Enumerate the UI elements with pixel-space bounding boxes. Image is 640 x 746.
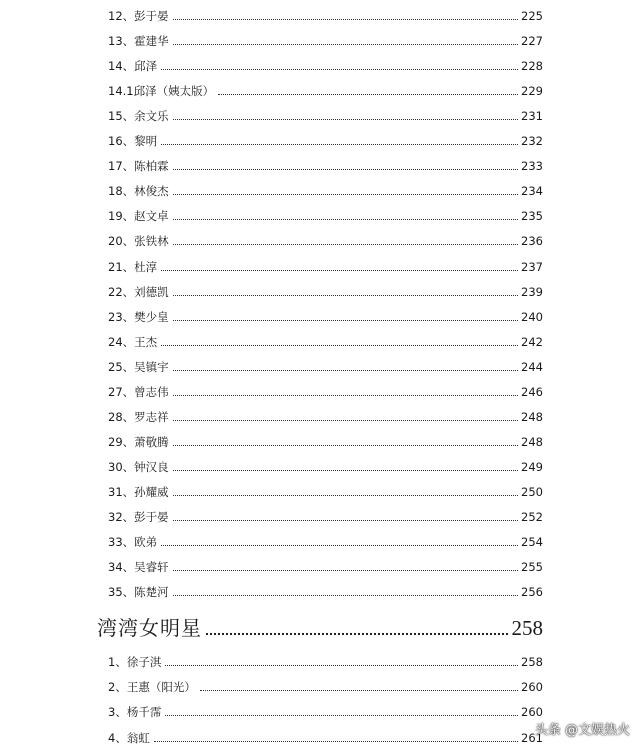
- toc-entry-page: 254: [521, 535, 543, 550]
- dot-leader: [173, 244, 518, 245]
- toc-entry-page: 260: [521, 680, 543, 695]
- watermark: [535, 719, 630, 738]
- toc-entry-page: 233: [521, 159, 543, 174]
- dot-leader: [165, 715, 518, 716]
- toc-entry-page: 246: [521, 384, 543, 399]
- dot-leader: [161, 69, 518, 70]
- section-heading-page: 258: [511, 616, 543, 640]
- toc-entry-page: 232: [521, 134, 543, 149]
- toc-entry-page: 242: [521, 334, 543, 349]
- toc-entry-label: 2、王惠（阳光）: [108, 680, 196, 695]
- toc-entry[interactable]: [108, 699, 543, 719]
- toc-entry[interactable]: [108, 203, 543, 223]
- dot-leader: [161, 270, 518, 271]
- toc-entry-page: 250: [521, 484, 543, 499]
- dot-leader: [173, 194, 518, 195]
- dot-leader: [173, 395, 518, 396]
- toc-entry-page: 248: [521, 434, 543, 449]
- dot-leader: [173, 445, 518, 446]
- toc-entry-page: 225: [521, 9, 543, 23]
- toc-entry-label: 23、樊少皇: [108, 309, 169, 324]
- dot-leader: [173, 595, 518, 596]
- toc-entry[interactable]: [108, 504, 543, 524]
- toc-entry[interactable]: [108, 279, 543, 299]
- dot-leader: [165, 665, 518, 666]
- toc-entry-page: 237: [521, 259, 543, 274]
- toc-entry[interactable]: [108, 354, 543, 374]
- toc-entry-label: 15、余文乐: [108, 109, 169, 124]
- toc-entry-page: 234: [521, 184, 543, 199]
- toc-entry-label: 17、陈柏霖: [108, 159, 169, 174]
- section-heading[interactable]: [97, 610, 543, 640]
- toc-entry-label: 12、彭于晏: [108, 9, 169, 23]
- toc-entry-label: 24、王杰: [108, 334, 158, 349]
- toc-entry-label: 19、赵文卓: [108, 209, 169, 224]
- toc-entry[interactable]: [108, 254, 543, 274]
- toc-entry[interactable]: [108, 674, 543, 694]
- toc-entry[interactable]: [108, 28, 543, 48]
- toc-entry-page: 256: [521, 585, 543, 600]
- toc-entry[interactable]: [108, 379, 543, 399]
- toc-entry-page: 228: [521, 59, 543, 74]
- toc-entry-label: 14.1邱泽（姨太版）: [108, 84, 215, 99]
- toc-entry-page: 260: [521, 705, 543, 720]
- toc-entry-page: 239: [521, 284, 543, 299]
- toc-entry-label: 13、霍建华: [108, 34, 169, 49]
- toc-entry-page: 252: [521, 510, 543, 524]
- dot-leader: [161, 144, 518, 145]
- dot-leader: [173, 219, 518, 220]
- toc-entry-label: 27、曾志伟: [108, 384, 169, 399]
- dot-leader: [161, 545, 518, 546]
- toc-entry[interactable]: [108, 3, 543, 23]
- toc-entry-label: 32、彭于晏: [108, 510, 169, 524]
- toc-entry[interactable]: [108, 429, 543, 449]
- toc-entry-page: 236: [521, 234, 543, 249]
- toc-entry-label: 34、吴睿轩: [108, 560, 169, 575]
- toc-entry-label: 29、萧敬腾: [108, 434, 169, 449]
- toc-entry[interactable]: [108, 725, 543, 745]
- toc-entry[interactable]: [108, 649, 543, 669]
- toc-entry-label: 25、吴镇宇: [108, 359, 169, 374]
- toc-entry-label: 33、欧弟: [108, 535, 158, 550]
- toc-entry[interactable]: [108, 329, 543, 349]
- dot-leader: [173, 19, 518, 20]
- dot-leader: [173, 295, 518, 296]
- toc-entry-label: 30、钟汉良: [108, 459, 169, 474]
- dot-leader: [173, 320, 518, 321]
- toc-entry[interactable]: [108, 454, 543, 474]
- toc-entry-page: 248: [521, 409, 543, 424]
- dot-leader: [200, 690, 518, 691]
- toc-entry-label: 35、陈楚河: [108, 585, 169, 600]
- toc-entry[interactable]: [108, 228, 543, 248]
- toc-entry[interactable]: [108, 103, 543, 123]
- dot-leader: [218, 94, 518, 95]
- section-heading-label: 湾湾女明星: [97, 616, 202, 640]
- dot-leader: [173, 520, 518, 521]
- toc-entry[interactable]: [108, 404, 543, 424]
- toc-entry-label: 16、黎明: [108, 134, 158, 149]
- toc-entry[interactable]: [108, 78, 543, 98]
- toc-entry[interactable]: [108, 53, 543, 73]
- toc-entry-page: 235: [521, 209, 543, 224]
- toc-entry-label: 28、罗志祥: [108, 409, 169, 424]
- dot-leader: [173, 570, 518, 571]
- dot-leader: [173, 169, 518, 170]
- dot-leader: [173, 470, 518, 471]
- toc-entry[interactable]: [108, 529, 543, 549]
- dot-leader: [173, 370, 518, 371]
- toc-entry-label: 31、孙耀威: [108, 484, 169, 499]
- toc-entry[interactable]: [108, 153, 543, 173]
- dot-leader: [206, 633, 508, 635]
- toc-entry-page: 227: [521, 34, 543, 49]
- toc-entry-page: 255: [521, 560, 543, 575]
- dot-leader: [173, 119, 518, 120]
- toc-entry-label: 1、徐子淇: [108, 655, 162, 669]
- dot-leader: [154, 741, 518, 742]
- toc-entry-page: 258: [521, 655, 543, 669]
- toc-entry-label: 4、翁虹: [108, 730, 150, 745]
- dot-leader: [161, 345, 518, 346]
- toc-entry[interactable]: [108, 128, 543, 148]
- toc-entry-page: 231: [521, 109, 543, 124]
- watermark-text: 头条 @文娱热火: [534, 723, 630, 738]
- toc-entry-label: 14、邱泽: [108, 59, 158, 74]
- toc-entry-page: 261: [521, 730, 543, 745]
- toc-entry[interactable]: [108, 479, 543, 499]
- toc-entry-page: 244: [521, 359, 543, 374]
- toc-entry-page: 249: [521, 459, 543, 474]
- dot-leader: [173, 420, 518, 421]
- dot-leader: [173, 495, 518, 496]
- toc-entry-label: 3、杨千霈: [108, 705, 162, 720]
- toc-entry-label: 20、张铁林: [108, 234, 169, 249]
- toc-entry-label: 21、杜淳: [108, 259, 158, 274]
- toc-entry-page: 229: [521, 84, 543, 99]
- toc-entry[interactable]: [108, 178, 543, 198]
- dot-leader: [173, 44, 518, 45]
- toc-entry[interactable]: [108, 579, 543, 599]
- toc-entry[interactable]: [108, 304, 543, 324]
- toc-entry-page: 240: [521, 309, 543, 324]
- toc-entry-label: 22、刘德凯: [108, 284, 169, 299]
- toc-entry[interactable]: [108, 554, 543, 574]
- toc-entry-label: 18、林俊杰: [108, 184, 169, 199]
